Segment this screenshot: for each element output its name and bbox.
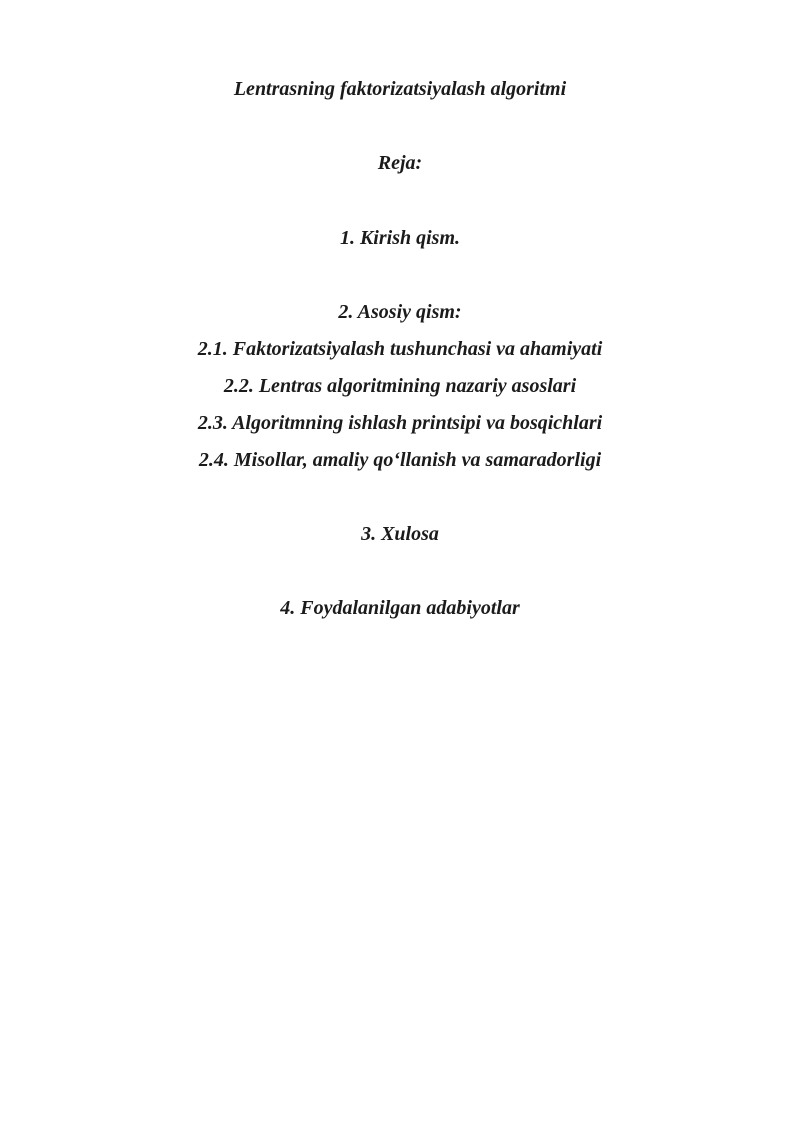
document-title: Lentrasning faktorizatsiyalash algoritmi [233, 78, 567, 100]
subsection-2-1: 2.1. Faktorizatsiyalash tushunchasi va ahamiyati [197, 338, 603, 360]
section-references: 4. Foydalanilgan adabiyotlar [280, 597, 520, 619]
section-main: 2. Asosiy qism: [338, 301, 462, 323]
subsection-2-3: 2.3. Algoritmning ishlash printsipi va bosqichlari [197, 412, 603, 434]
subsection-2-2: 2.2. Lentras algoritmining nazariy asoslari [223, 375, 577, 397]
plan-heading: Reja: [377, 152, 423, 174]
subsection-2-4: 2.4. Misollar, amaliy qo‘llanish va samaradorligi [198, 449, 602, 471]
section-conclusion: 3. Xulosa [361, 523, 439, 545]
section-intro: 1. Kirish qism. [339, 227, 461, 249]
